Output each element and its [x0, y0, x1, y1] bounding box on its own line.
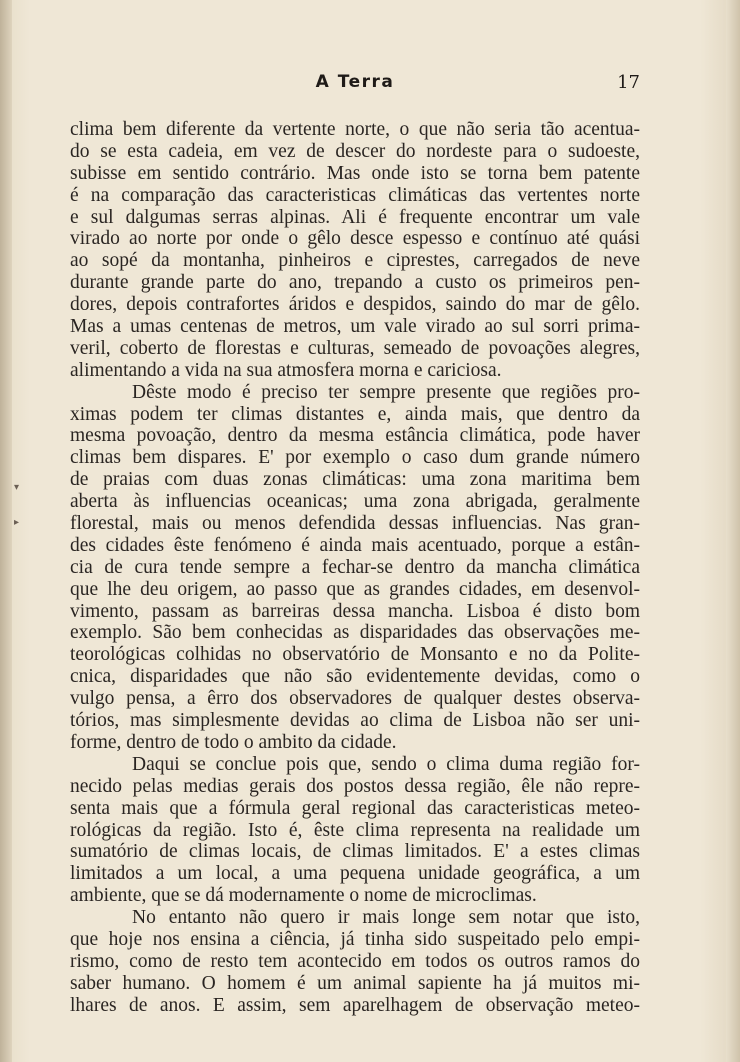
text-line: clima bem diferente da vertente norte, o que não seria tão acentua-	[70, 119, 640, 140]
page-number: 17	[617, 72, 640, 93]
text-line: forme, dentro de todo o ambito da cidade.	[70, 731, 397, 753]
text-line: aberta às influencias oceanicas; uma zona abrigada, geralmente	[70, 491, 640, 513]
text-line: des cidades êste fenómeno é ainda mais acentuado, porque a estân-	[70, 534, 640, 556]
text-line: lhares de anos. E assim, sem aparelhagem de observação meteo-	[70, 994, 640, 1016]
page-header	[70, 72, 640, 100]
text-line: do se esta cadeia, em vez de descer do nordeste para o sudoeste,	[70, 140, 640, 162]
text-line: No entanto não quero ir mais longe sem notar que isto,	[132, 907, 640, 929]
text-line: vimento, passam as barreiras dessa mancha. Lisboa é disto bom	[70, 600, 640, 622]
text-line: sumatório de climas locais, de climas limitados. E' a estes climas	[70, 841, 640, 863]
text-line: teorológicas colhidas no observatório de Monsanto e no da Polite-	[70, 644, 640, 666]
text-line: durante grande parte do ano, trepando a custo os primeiros pen-	[70, 272, 640, 294]
text-line: dores, depois contrafortes áridos e despidos, saindo do mar de gêlo.	[70, 294, 640, 316]
text-line: florestal, mais ou menos defendida dessas influencias. Nas gran-	[70, 513, 640, 535]
text-line: ximas podem ter climas distantes e, ainda mais, que dentro da	[70, 403, 640, 425]
text-line: cnica, disparidades que não são evidentemente devidas, como o	[70, 666, 640, 688]
text-line: cia de cura tende sempre a fechar-se dentro da mancha climática	[70, 556, 640, 578]
text-line: ambiente, que se dá modernamente o nome de microclimas.	[70, 885, 537, 907]
text-line: ao sopé da montanha, pinheiros e ciprestes, carregados de neve	[70, 250, 640, 272]
page-edge	[726, 0, 740, 1062]
text-line: rológicas da região. Isto é, êste clima representa na realidade um	[70, 819, 640, 841]
text-line: limitados a um local, a uma pequena unidade geográfica, a um	[70, 863, 640, 885]
text-line: Dêste modo é preciso ter sempre presente que regiões pro-	[132, 381, 640, 403]
margin-mark: ▸	[14, 517, 20, 528]
text-line: de praias com duas zonas climáticas: uma zona maritima bem	[70, 469, 640, 491]
running-title: A Terra	[315, 72, 395, 92]
text-line: que hoje nos ensina a ciência, já tinha sido suspeitado pelo empi-	[70, 928, 640, 950]
text-line: é na comparação das caracteristicas climáticas das vertentes norte	[70, 184, 640, 206]
text-line: vulgo pensa, a êrro dos observadores de qualquer destes observa-	[70, 688, 640, 710]
text-line: necido pelas medias gerais dos postos dessa região, êle não repre-	[70, 775, 640, 797]
text-line: virado ao norte por onde o gêlo desce espesso e contínuo até quási	[70, 228, 640, 250]
text-line: senta mais que a fórmula geral regional das caracteristicas meteo-	[70, 797, 640, 819]
text-line: e sul dalgumas serras alpinas. Ali é frequente encontrar um vale	[70, 206, 640, 228]
text-line: subisse em sentido contrário. Mas onde isto se torna bem patente	[70, 162, 640, 184]
text-line: mesma povoação, dentro da mesma estância climática, pode haver	[70, 425, 640, 447]
text-line: tórios, mas simplesmente devidas ao clima de Lisboa não ser uni-	[70, 710, 640, 732]
body-text	[70, 119, 640, 1017]
binding-gutter	[0, 0, 12, 1062]
text-line: rismo, como de resto tem acontecido em todos os outros ramos do	[70, 950, 640, 972]
text-line: veril, coberto de florestas e culturas, semeado de povoações alegres,	[70, 337, 640, 359]
margin-mark: ▾	[14, 482, 20, 493]
text-line: Mas a umas centenas de metros, um vale virado ao sul sorri prima-	[70, 316, 640, 338]
text-line: exemplo. São bem conhecidas as disparidades das observações me-	[70, 622, 640, 644]
text-line: Daqui se conclue pois que, sendo o clima duma região for-	[132, 753, 640, 775]
text-line: climas bem dispares. E' por exemplo o caso dum grande número	[70, 447, 640, 469]
text-line: alimentando a vida na sua atmosfera morna e cariciosa.	[70, 359, 502, 381]
text-line: saber humano. O homem é um animal sapiente ha já muitos mi-	[70, 972, 640, 994]
text-line: que lhe deu origem, ao passo que as grandes cidades, em desenvol-	[70, 578, 640, 600]
